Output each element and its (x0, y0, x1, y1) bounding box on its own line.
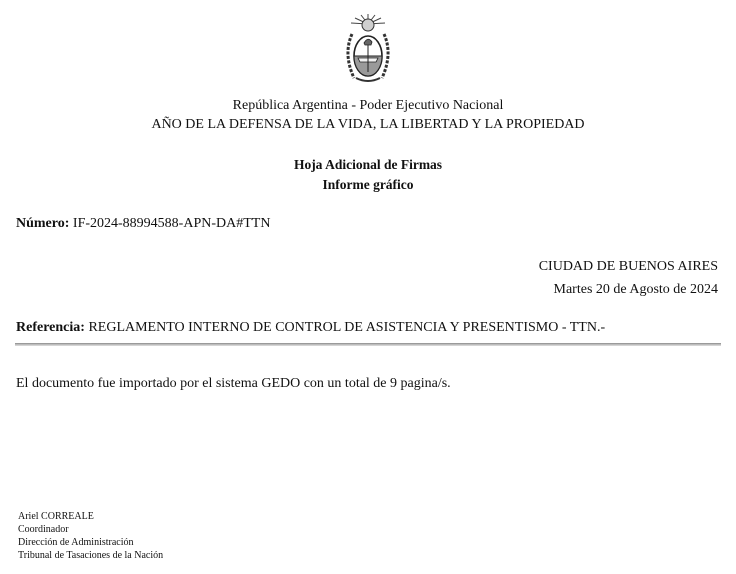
signer-organization: Tribunal de Tasaciones de la Nación (18, 550, 164, 561)
referencia-field (16, 320, 605, 336)
header-republica: República Argentina - Poder Ejecutivo Nacional (232, 98, 504, 113)
numero-label: Número: (16, 216, 70, 231)
numero-field (16, 216, 270, 232)
signer-role: Coordinador (18, 524, 69, 535)
document-subtitle: Informe gráfico (322, 177, 414, 192)
body-text: El documento fue importado por el sistema GEDO con un total de 9 pagina/s. (16, 376, 451, 391)
document-title: Hoja Adicional de Firmas (293, 157, 443, 172)
coat-of-arms-icon (338, 12, 398, 86)
referencia-value: REGLAMENTO INTERNO DE CONTROL DE ASISTENCIA Y PRESENTISMO - TTN.- (88, 320, 606, 335)
signer-name: Ariel CORREALE (18, 511, 94, 522)
header-year-motto: AÑO DE LA DEFENSA DE LA VIDA, LA LIBERTAD Y LA PROPIEDAD (151, 117, 585, 132)
signer-department: Dirección de Administración (18, 537, 134, 548)
divider (15, 343, 721, 346)
city: CIUDAD DE BUENOS AIRES (538, 259, 718, 274)
referencia-label: Referencia: (16, 320, 85, 335)
date: Martes 20 de Agosto de 2024 (553, 282, 718, 297)
numero-value: IF-2024-88994588-APN-DA#TTN (72, 216, 271, 231)
